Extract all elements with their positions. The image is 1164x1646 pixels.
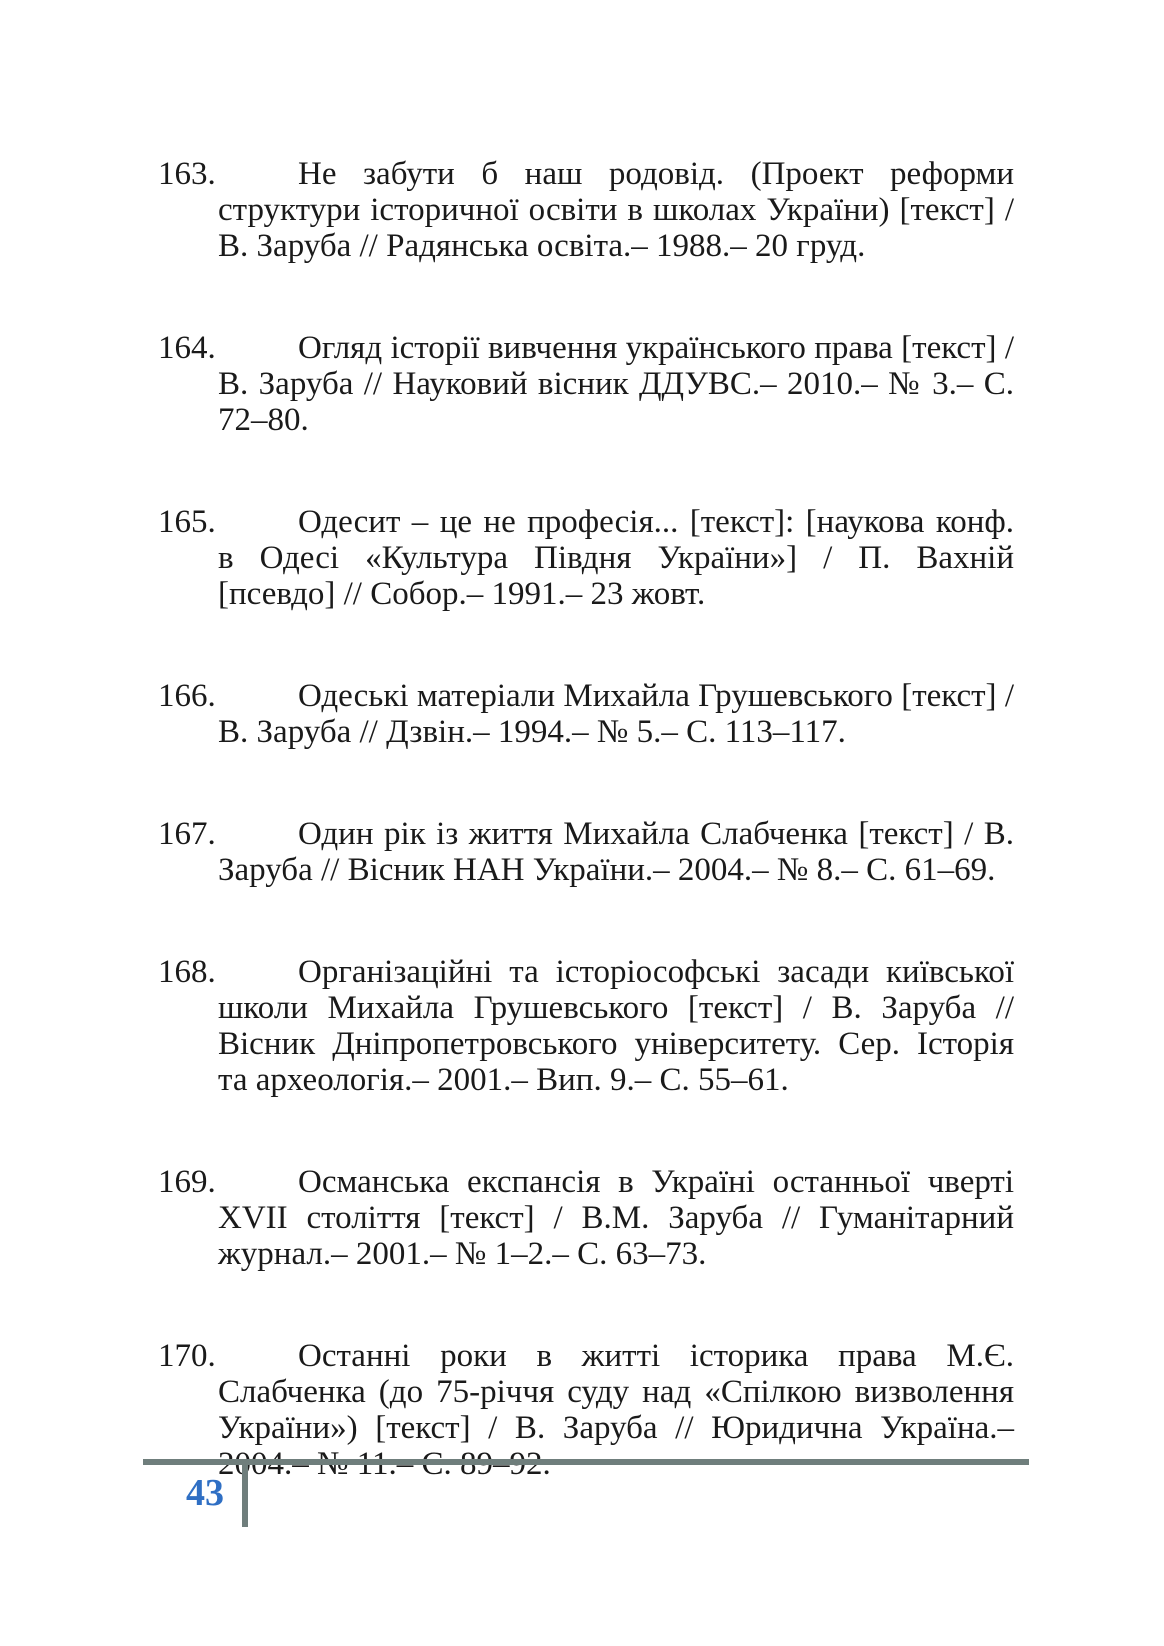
entry-text: Одеські матеріали Михайла Грушевського [текст] / В. Заруба // Дзвін.– 1994.– № 5.– С. 113–117.: [218, 678, 1014, 750]
entry-number: 169.: [158, 1164, 216, 1200]
entry-number: 164.: [158, 330, 216, 366]
entry-text: Огляд історії вивчення українського права [текст] / В. Заруба // Науковий вісник ДДУВС.– 2010.– № 3.– С. 72–80.: [218, 330, 1014, 438]
entry-number: 163.: [158, 156, 216, 192]
entry-text: Організаційні та історіософські засади київської школи Михайла Грушевського [текст] / В. Заруба // Вісник Дніпропетровського університету. Сер. Історія та археологія.– 2001.– Вип. 9.– С. 55–61.: [218, 954, 1014, 1098]
bibliography-list: [158, 156, 1014, 1548]
entry-text: Останні роки в житті історика права М.Є. Слабченка (до 75-річчя суду над «Спілкою визволення України») [текст] / В. Заруба // Юридична Україна.–: [218, 1338, 1014, 1446]
entry-number: 170.: [158, 1338, 216, 1374]
entry-text: Османська експансія в Україні останньої чверті XVII століття [текст] / В.М. Заруба // Гуманітарний журнал.– 2001.– № 1–2.– С. 63–73.: [218, 1164, 1014, 1272]
page-number: 43: [186, 1472, 224, 1514]
entry-number: 167.: [158, 816, 216, 852]
entry-number: 166.: [158, 678, 216, 714]
bibliography-entry: [158, 156, 1014, 264]
bibliography-entry: [158, 330, 1014, 438]
bibliography-entry: [158, 816, 1014, 888]
entry-text: Не забути б наш родовід. (Проект реформи структури історичної освіти в школах України) [текст] / В. Заруба // Радянська освіта.– 1988.– 20 груд.: [218, 156, 1014, 264]
entry-number: 168.: [158, 954, 216, 990]
bibliography-entry: [158, 678, 1014, 750]
bibliography-entry: [158, 504, 1014, 612]
footer-rule: [143, 1459, 1029, 1465]
entry-number: 165.: [158, 504, 216, 540]
footer-divider: [242, 1459, 248, 1527]
bibliography-entry: [158, 954, 1014, 1098]
entry-text: Один рік із життя Михайла Слабченка [текст] / В. Заруба // Вісник НАН України.– 2004.– № 8.– С. 61–69.: [218, 816, 1014, 888]
bibliography-entry: [158, 1164, 1014, 1272]
entry-text: Одесит – це не професія... [текст]: [наукова конф. в Одесі «Культура Півдня України»] / П. Вахній [псевдо] // Собор.– 1991.– 23 жовт.: [218, 504, 1014, 612]
